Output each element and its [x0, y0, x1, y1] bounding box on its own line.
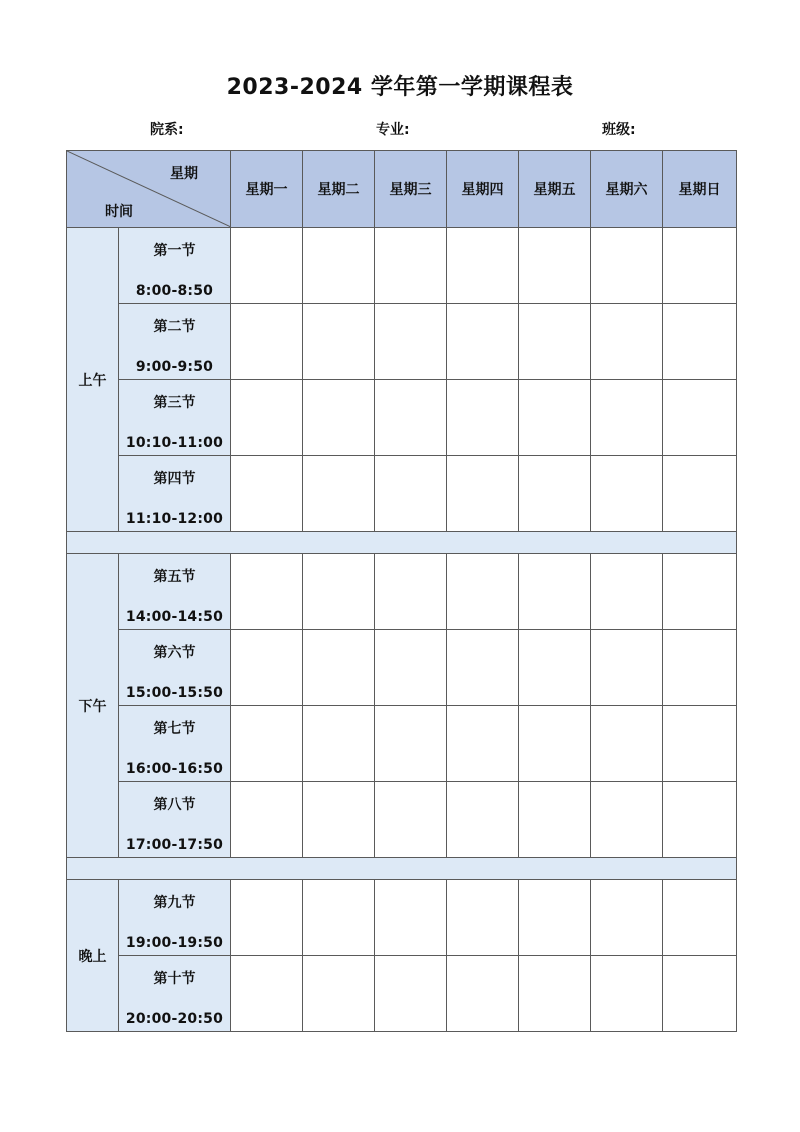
day-header-5: 星期五 [519, 151, 591, 228]
period-time: 17:00-17:50 [125, 837, 224, 853]
course-cell[interactable] [303, 380, 375, 456]
period-cell [119, 956, 231, 1032]
course-cell[interactable] [375, 630, 447, 706]
period-cell [119, 630, 231, 706]
course-cell[interactable] [519, 880, 591, 956]
course-cell[interactable] [375, 456, 447, 532]
course-cell[interactable] [519, 782, 591, 858]
course-cell[interactable] [663, 880, 737, 956]
period-time: 15:00-15:50 [125, 685, 224, 701]
course-cell[interactable] [591, 228, 663, 304]
day-header-1: 星期一 [231, 151, 303, 228]
class-label: 班级: [602, 122, 636, 138]
course-cell[interactable] [447, 304, 519, 380]
course-cell[interactable] [519, 630, 591, 706]
course-cell[interactable] [591, 880, 663, 956]
period-cell [119, 554, 231, 630]
day-header-2: 星期二 [303, 151, 375, 228]
period-name: 第五节 [153, 569, 196, 585]
time-axis-label: 时间 [105, 204, 133, 220]
course-cell[interactable] [375, 880, 447, 956]
page-title: 2023-2024 学年第一学期课程表 [226, 75, 574, 100]
session-separator [67, 532, 737, 554]
course-cell[interactable] [591, 956, 663, 1032]
period-time: 8:00-8:50 [135, 283, 214, 299]
period-name: 第七节 [153, 721, 196, 737]
course-cell[interactable] [375, 706, 447, 782]
course-cell[interactable] [591, 782, 663, 858]
course-cell[interactable] [447, 880, 519, 956]
course-cell[interactable] [591, 554, 663, 630]
period-time: 20:00-20:50 [125, 1011, 224, 1027]
course-cell[interactable] [519, 228, 591, 304]
course-cell[interactable] [519, 554, 591, 630]
course-cell[interactable] [375, 956, 447, 1032]
day-header-3: 星期三 [375, 151, 447, 228]
corner-header-cell [67, 151, 231, 228]
period-name: 第八节 [153, 797, 196, 813]
course-cell[interactable] [447, 554, 519, 630]
period-row [67, 706, 737, 782]
course-cell[interactable] [303, 706, 375, 782]
period-time: 19:00-19:50 [125, 935, 224, 951]
course-cell[interactable] [303, 630, 375, 706]
period-name: 第三节 [153, 395, 196, 411]
period-cell [119, 706, 231, 782]
period-cell [119, 304, 231, 380]
period-name: 第九节 [153, 895, 196, 911]
period-name: 第十节 [153, 971, 196, 987]
course-cell[interactable] [447, 706, 519, 782]
course-cell[interactable] [519, 380, 591, 456]
course-cell[interactable] [519, 956, 591, 1032]
course-cell[interactable] [375, 228, 447, 304]
course-cell[interactable] [519, 456, 591, 532]
day-header-4: 星期四 [447, 151, 519, 228]
course-cell[interactable] [591, 706, 663, 782]
session-label: 晚上 [67, 880, 119, 1032]
department-label: 院系: [150, 122, 184, 138]
course-cell[interactable] [663, 630, 737, 706]
course-cell[interactable] [519, 304, 591, 380]
course-cell[interactable] [447, 956, 519, 1032]
course-cell[interactable] [375, 304, 447, 380]
day-header-7: 星期日 [663, 151, 737, 228]
period-time: 16:00-16:50 [125, 761, 224, 777]
major-label: 专业: [376, 122, 410, 138]
course-cell[interactable] [663, 956, 737, 1032]
period-row [67, 228, 737, 304]
period-row [67, 880, 737, 956]
course-cell[interactable] [375, 554, 447, 630]
course-cell[interactable] [303, 228, 375, 304]
course-cell[interactable] [447, 456, 519, 532]
period-row [67, 630, 737, 706]
session-label: 下午 [67, 554, 119, 858]
course-cell[interactable] [303, 880, 375, 956]
course-cell[interactable] [519, 706, 591, 782]
period-row [67, 956, 737, 1032]
course-cell[interactable] [591, 630, 663, 706]
course-cell[interactable] [375, 782, 447, 858]
period-cell [119, 782, 231, 858]
course-cell[interactable] [663, 228, 737, 304]
course-cell[interactable] [591, 456, 663, 532]
course-cell[interactable] [303, 782, 375, 858]
period-cell [119, 380, 231, 456]
period-row [67, 380, 737, 456]
course-cell[interactable] [231, 456, 303, 532]
course-cell[interactable] [303, 456, 375, 532]
course-cell[interactable] [663, 304, 737, 380]
course-cell[interactable] [231, 782, 303, 858]
period-time: 9:00-9:50 [135, 359, 214, 375]
course-cell[interactable] [447, 228, 519, 304]
period-row [67, 554, 737, 630]
course-cell[interactable] [303, 554, 375, 630]
course-cell[interactable] [663, 380, 737, 456]
course-cell[interactable] [663, 456, 737, 532]
course-cell[interactable] [375, 380, 447, 456]
schedule-table [66, 150, 737, 1032]
course-cell[interactable] [231, 630, 303, 706]
weekday-axis-label: 星期 [170, 166, 198, 182]
course-cell[interactable] [231, 380, 303, 456]
course-cell[interactable] [231, 228, 303, 304]
period-name: 第二节 [153, 319, 196, 335]
course-cell[interactable] [231, 956, 303, 1032]
session-separator [67, 858, 737, 880]
course-cell[interactable] [303, 956, 375, 1032]
period-name: 第一节 [153, 243, 196, 259]
course-cell[interactable] [231, 554, 303, 630]
period-row [67, 782, 737, 858]
course-cell[interactable] [663, 782, 737, 858]
period-time: 10:10-11:00 [125, 435, 224, 451]
course-cell[interactable] [447, 380, 519, 456]
period-time: 11:10-12:00 [125, 511, 224, 527]
period-time: 14:00-14:50 [125, 609, 224, 625]
period-cell [119, 880, 231, 956]
period-name: 第六节 [153, 645, 196, 661]
period-row [67, 304, 737, 380]
period-name: 第四节 [153, 471, 196, 487]
period-row [67, 456, 737, 532]
session-label: 上午 [67, 228, 119, 532]
course-cell[interactable] [591, 304, 663, 380]
course-cell[interactable] [231, 880, 303, 956]
diagonal-line [67, 151, 231, 227]
header-row [67, 151, 737, 228]
day-header-6: 星期六 [591, 151, 663, 228]
course-cell[interactable] [447, 782, 519, 858]
course-cell[interactable] [663, 554, 737, 630]
course-cell[interactable] [447, 630, 519, 706]
course-cell[interactable] [303, 304, 375, 380]
course-cell[interactable] [231, 304, 303, 380]
course-cell[interactable] [231, 706, 303, 782]
course-cell[interactable] [663, 706, 737, 782]
course-cell[interactable] [591, 380, 663, 456]
period-cell [119, 228, 231, 304]
period-cell [119, 456, 231, 532]
